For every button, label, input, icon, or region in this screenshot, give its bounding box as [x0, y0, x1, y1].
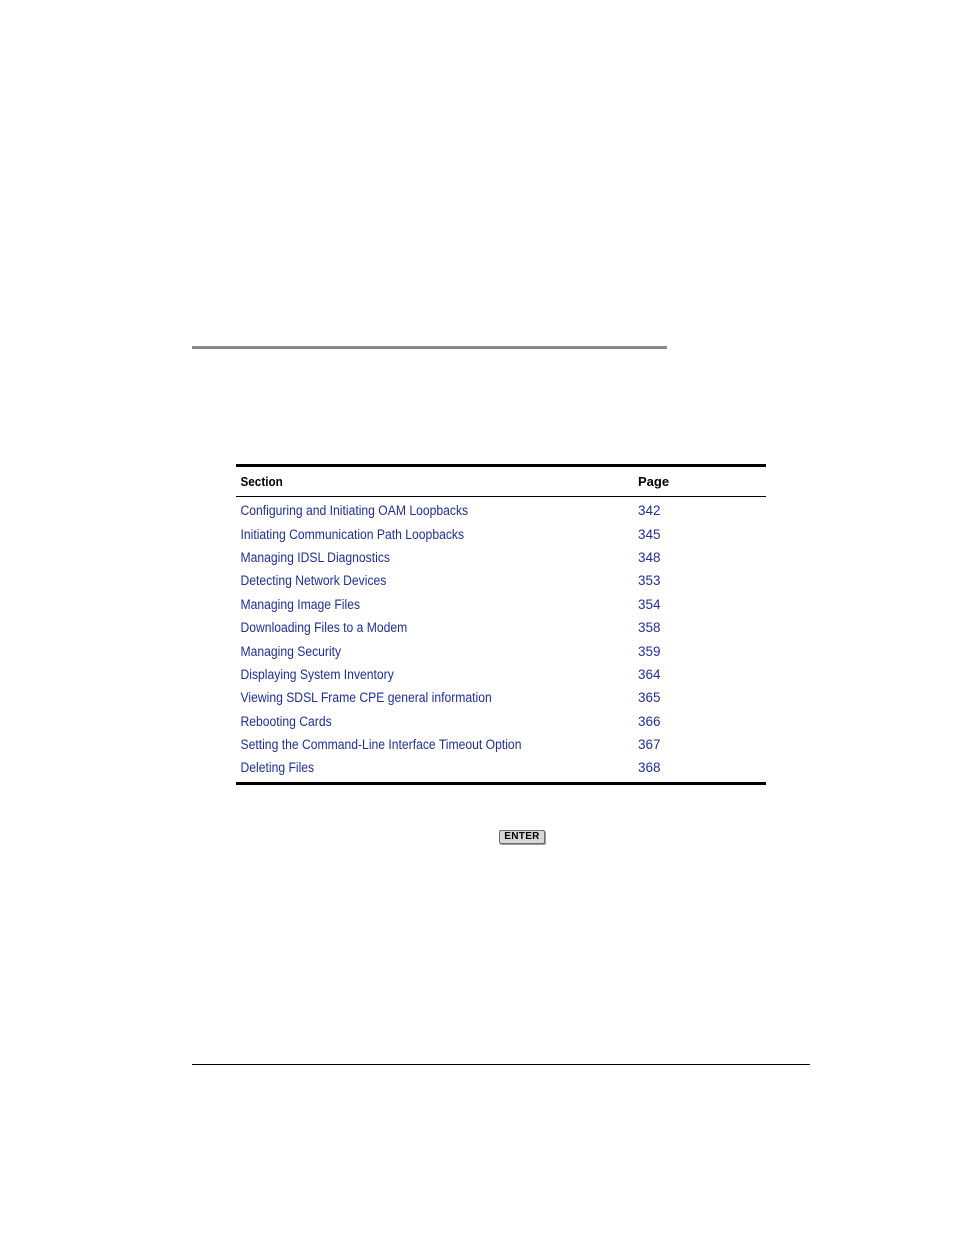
section-link[interactable]: Downloading Files to a Modem — [240, 620, 408, 636]
chapter-title-rule — [192, 346, 667, 349]
page-number-link[interactable]: 368 — [638, 760, 661, 776]
table-body — [236, 497, 766, 782]
table-row[interactable] — [236, 663, 766, 686]
section-link[interactable]: Configuring and Initiating OAM Loopbacks — [240, 503, 469, 519]
page-number-link[interactable]: 353 — [638, 573, 661, 589]
page-number-link[interactable]: 365 — [638, 690, 661, 706]
table-row[interactable] — [236, 546, 766, 569]
enter-key-icon: ENTER — [499, 830, 545, 844]
section-link[interactable]: Displaying System Inventory — [240, 666, 394, 682]
section-table — [236, 464, 766, 785]
section-link[interactable]: Managing Image Files — [240, 596, 361, 612]
table-row[interactable] — [236, 639, 766, 662]
page-number-link[interactable]: 342 — [638, 503, 661, 519]
section-link[interactable]: Initiating Communication Path Loopbacks — [240, 526, 465, 542]
page-number-link[interactable]: 367 — [638, 737, 661, 753]
page-column-header: Page — [638, 474, 670, 489]
section-link[interactable]: Deleting Files — [240, 760, 315, 776]
table-row[interactable] — [236, 522, 766, 545]
page-number-link[interactable]: 358 — [638, 620, 661, 636]
page-number-link[interactable]: 364 — [638, 666, 661, 682]
table-row[interactable] — [236, 569, 766, 592]
table-row[interactable] — [236, 710, 766, 733]
section-link[interactable]: Managing IDSL Diagnostics — [240, 549, 390, 565]
page-number-link[interactable]: 345 — [638, 526, 661, 542]
page-number-link[interactable]: 366 — [638, 713, 661, 729]
section-link[interactable]: Setting the Command-Line Interface Timeout Option — [240, 737, 522, 753]
footer-rule — [192, 1064, 810, 1065]
section-link[interactable]: Detecting Network Devices — [240, 573, 387, 589]
section-link[interactable]: Rebooting Cards — [240, 713, 332, 729]
table-row[interactable] — [236, 686, 766, 709]
table-row[interactable] — [236, 593, 766, 616]
table-header-row — [236, 467, 766, 497]
table-row[interactable] — [236, 733, 766, 756]
page-number-link[interactable]: 359 — [638, 643, 661, 659]
section-link[interactable]: Managing Security — [240, 643, 342, 659]
section-link[interactable]: Viewing SDSL Frame CPE general information — [240, 690, 492, 706]
table-row[interactable] — [236, 756, 766, 779]
section-column-header: Section — [240, 474, 283, 489]
page-number-link[interactable]: 348 — [638, 549, 661, 565]
page-number-link[interactable]: 354 — [638, 596, 661, 612]
table-row[interactable] — [236, 499, 766, 522]
table-row[interactable] — [236, 616, 766, 639]
